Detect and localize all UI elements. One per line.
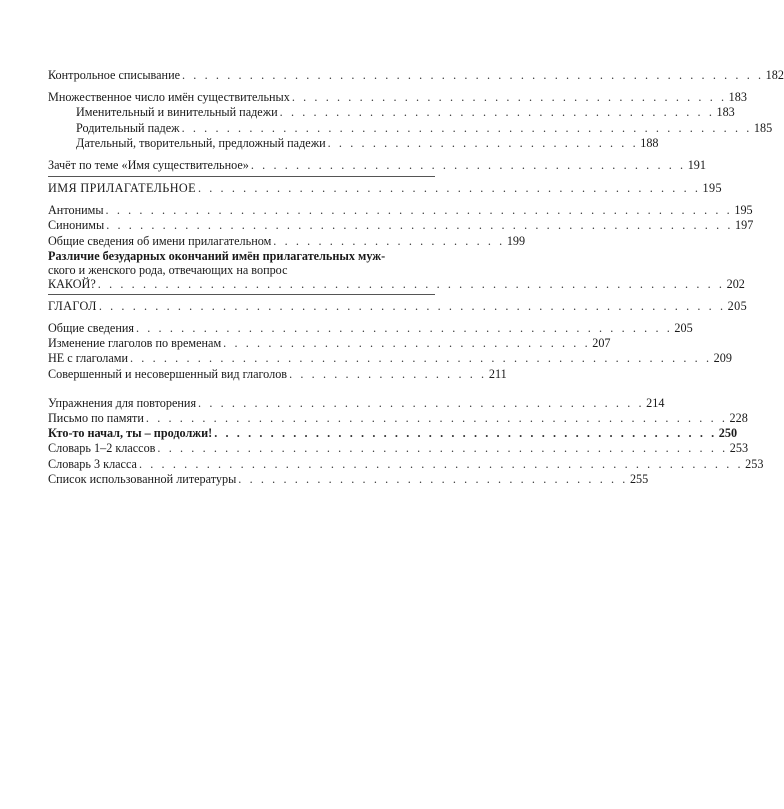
toc-entry-title: Контрольное списывание: [48, 67, 181, 82]
toc-entry: [48, 203, 753, 218]
toc-entry-title: Словарь 3 класса: [48, 456, 137, 471]
section-divider: [48, 176, 435, 177]
dot-leader: . . . . . . . . . . . . . . . . . . . . . . . . . . . . . . . . . . . . . . . . . . . . . . . . . . . .: [129, 351, 712, 366]
dot-leader: . . . . . . . . . . . . . . . . . . . . . . . . . . . . . . . . . . . . . . . . . . . . .: [214, 426, 717, 441]
toc-entry: [48, 135, 659, 151]
toc-entry: [48, 456, 764, 472]
toc-section-title: ГЛАГОЛ: [48, 298, 97, 313]
dot-leader: . . . . . . . . . . . . . . . . . . . . . . . . . . . . . . . . . . . . . . . . . . . . . . . . . . . . . . . .: [105, 203, 733, 218]
toc-entry-page: 183: [716, 105, 735, 120]
toc-entry-page: 195: [702, 181, 723, 196]
toc-entry-title-line: Различие безударных окончаний имён прилагательных муж-: [48, 248, 386, 263]
dot-leader: . . . . . . . . . . . . . . . . . . . . . . . . . . . . . . . . .: [223, 336, 591, 351]
toc-entry-page: 253: [729, 441, 749, 456]
section-divider: [48, 294, 435, 295]
toc-entry: [48, 366, 507, 382]
toc-entry-page: 205: [674, 321, 693, 336]
toc-entry-multiline: [48, 248, 745, 291]
dot-leader: . . . . . . . . . . . . . . . . . . . . . . . . . . . . . . . . . . .: [238, 471, 628, 486]
toc-entry-page: 211: [488, 366, 507, 381]
toc-entry-page: 183: [728, 90, 747, 105]
toc-entry-title: Общие сведения об имени прилагательном: [48, 233, 272, 248]
dot-leader: . . . . . . . . . . . . . . . . . .: [289, 366, 487, 381]
toc-entry-page: 202: [726, 276, 745, 291]
toc-entry-title: Изменение глаголов по временам: [48, 336, 222, 351]
toc-entry-title: Общие сведения: [48, 321, 134, 336]
toc-entry-title: Антонимы: [48, 203, 104, 218]
toc-entry-page: 188: [640, 135, 659, 150]
dot-leader: . . . . . . . . . . . . . . . . . . . . . . . . . . . . . . . . . . . . . . . . . . . . . . . . . . . . . . . .: [106, 218, 734, 233]
toc-entry-title: Зачёт по теме «Имя существительное»: [48, 157, 249, 172]
toc-entry: [48, 410, 748, 426]
toc-entry-title: Родительный падеж: [76, 120, 180, 135]
dot-leader: . . . . . . . . . . . . . . . . . . . . . . . . . . . . . . . . . . . . . . . . . . . . .: [197, 181, 701, 196]
toc-entry: [48, 276, 745, 291]
toc-entry-title: НЕ с глаголами: [48, 351, 128, 366]
toc-entry: [48, 351, 732, 366]
toc-entry-title: Кто-то начал, ты – продолжи!: [48, 426, 213, 441]
toc-section: [48, 181, 723, 196]
dot-leader: . . . . . . . . . . . . . . . . . . . . . . . . . . . . . . . . . . . . . . . .: [198, 395, 645, 410]
toc-entry: [48, 336, 611, 351]
dot-leader: . . . . . . . . . . . . . . . . . . . . . . . . . . . . . . . . . . . . . . . . . . . . . . . . . . . .: [145, 410, 728, 425]
toc-entry-page: 197: [735, 218, 754, 233]
table-of-contents: [48, 67, 784, 487]
toc-entry: [48, 120, 773, 136]
toc-entry: [48, 233, 526, 249]
dot-leader: . . . . . . . . . . . . . . . . . . . . .: [273, 233, 505, 248]
toc-entry-page: 185: [753, 120, 773, 135]
dot-leader: . . . . . . . . . . . . . . . . . . . . . . . . . . . . . . . . . . . . . . . . . . . . . . . . . . . . . .: [138, 456, 744, 471]
toc-entry: [48, 90, 747, 105]
dot-leader: . . . . . . . . . . . . . . . . . . . . . . . . . . . . . . . . . . . . . . .: [279, 105, 715, 120]
toc-entry-page: 250: [718, 426, 738, 441]
toc-section: [48, 298, 748, 314]
dot-leader: . . . . . . . . . . . . . . . . . . . . . . . . . . . . . . . . . . . . . . . . . . . . . . . . . . .: [157, 441, 728, 456]
toc-entry: [48, 395, 665, 411]
toc-entry-title: Дательный, творительный, предложный падежи: [76, 135, 326, 150]
dot-leader: . . . . . . . . . . . . . . . . . . . . . . . . . . . . . . . . . . . . . . . . . . . . . . . . . . . . . . . .: [98, 298, 726, 313]
toc-entry-page: 209: [713, 351, 732, 366]
toc-entry-title: КАКОЙ?: [48, 276, 96, 291]
toc-section-title: ИМЯ ПРИЛАГАТЕЛЬНОЕ: [48, 181, 196, 196]
toc-entry-page: 207: [592, 336, 611, 351]
toc-entry-page: 191: [687, 157, 706, 172]
toc-entry: [48, 426, 738, 441]
toc-entry-title: Множественное число имён существительных: [48, 90, 290, 105]
toc-entry-page: 205: [727, 298, 748, 313]
toc-entry-title: Список использованной литературы: [48, 471, 237, 486]
toc-entry: [48, 321, 693, 336]
dot-leader: . . . . . . . . . . . . . . . . . . . . . . . . . . . . . . . . . . . . . . .: [291, 90, 727, 105]
toc-entry-title: Именительный и винительный падежи: [76, 105, 278, 120]
toc-entry-page: 195: [734, 203, 753, 218]
toc-entry: [48, 471, 649, 487]
toc-entry: [48, 218, 754, 234]
toc-entry-page: 199: [506, 233, 526, 248]
toc-entry: [48, 105, 735, 120]
toc-entry-title: Синонимы: [48, 218, 105, 233]
dot-leader: . . . . . . . . . . . . . . . . . . . . . . . . . . . . . . . . . . . . . . . . . . . . . . . .: [135, 321, 673, 336]
dot-leader: . . . . . . . . . . . . . . . . . . . . . . . . . . . . . . . . . . . . . . .: [250, 157, 686, 172]
toc-entry-page: 253: [745, 456, 764, 471]
toc-entry: [48, 67, 784, 83]
dot-leader: . . . . . . . . . . . . . . . . . . . . . . . . . . . . . . . . . . . . . . . . . . . . . . . . . . .: [181, 120, 752, 135]
toc-entry-page: 228: [729, 410, 748, 425]
dot-leader: . . . . . . . . . . . . . . . . . . . . . . . . . . . . . . . . . . . . . . . . . . . . . . . . . . . .: [182, 67, 764, 82]
toc-entry-title: Словарь 1–2 классов: [48, 441, 156, 456]
dot-leader: . . . . . . . . . . . . . . . . . . . . . . . . . . . . . . . . . . . . . . . . . . . . . . . . . . . . . . . .: [97, 276, 725, 291]
toc-entry-page: 214: [646, 395, 665, 410]
toc-entry-title: Совершенный и несовершенный вид глаголов: [48, 366, 288, 381]
toc-entry-page: 182: [765, 67, 784, 82]
toc-entry: [48, 441, 749, 456]
toc-entry-title: Упражнения для повторения: [48, 395, 197, 410]
toc-entry-page: 255: [629, 471, 649, 486]
toc-entry-title: Письмо по памяти: [48, 410, 144, 425]
toc-entry-title-line: ского и женского рода, отвечающих на вопрос: [48, 262, 288, 277]
dot-leader: . . . . . . . . . . . . . . . . . . . . . . . . . . . .: [327, 135, 639, 150]
toc-entry: [48, 157, 706, 173]
